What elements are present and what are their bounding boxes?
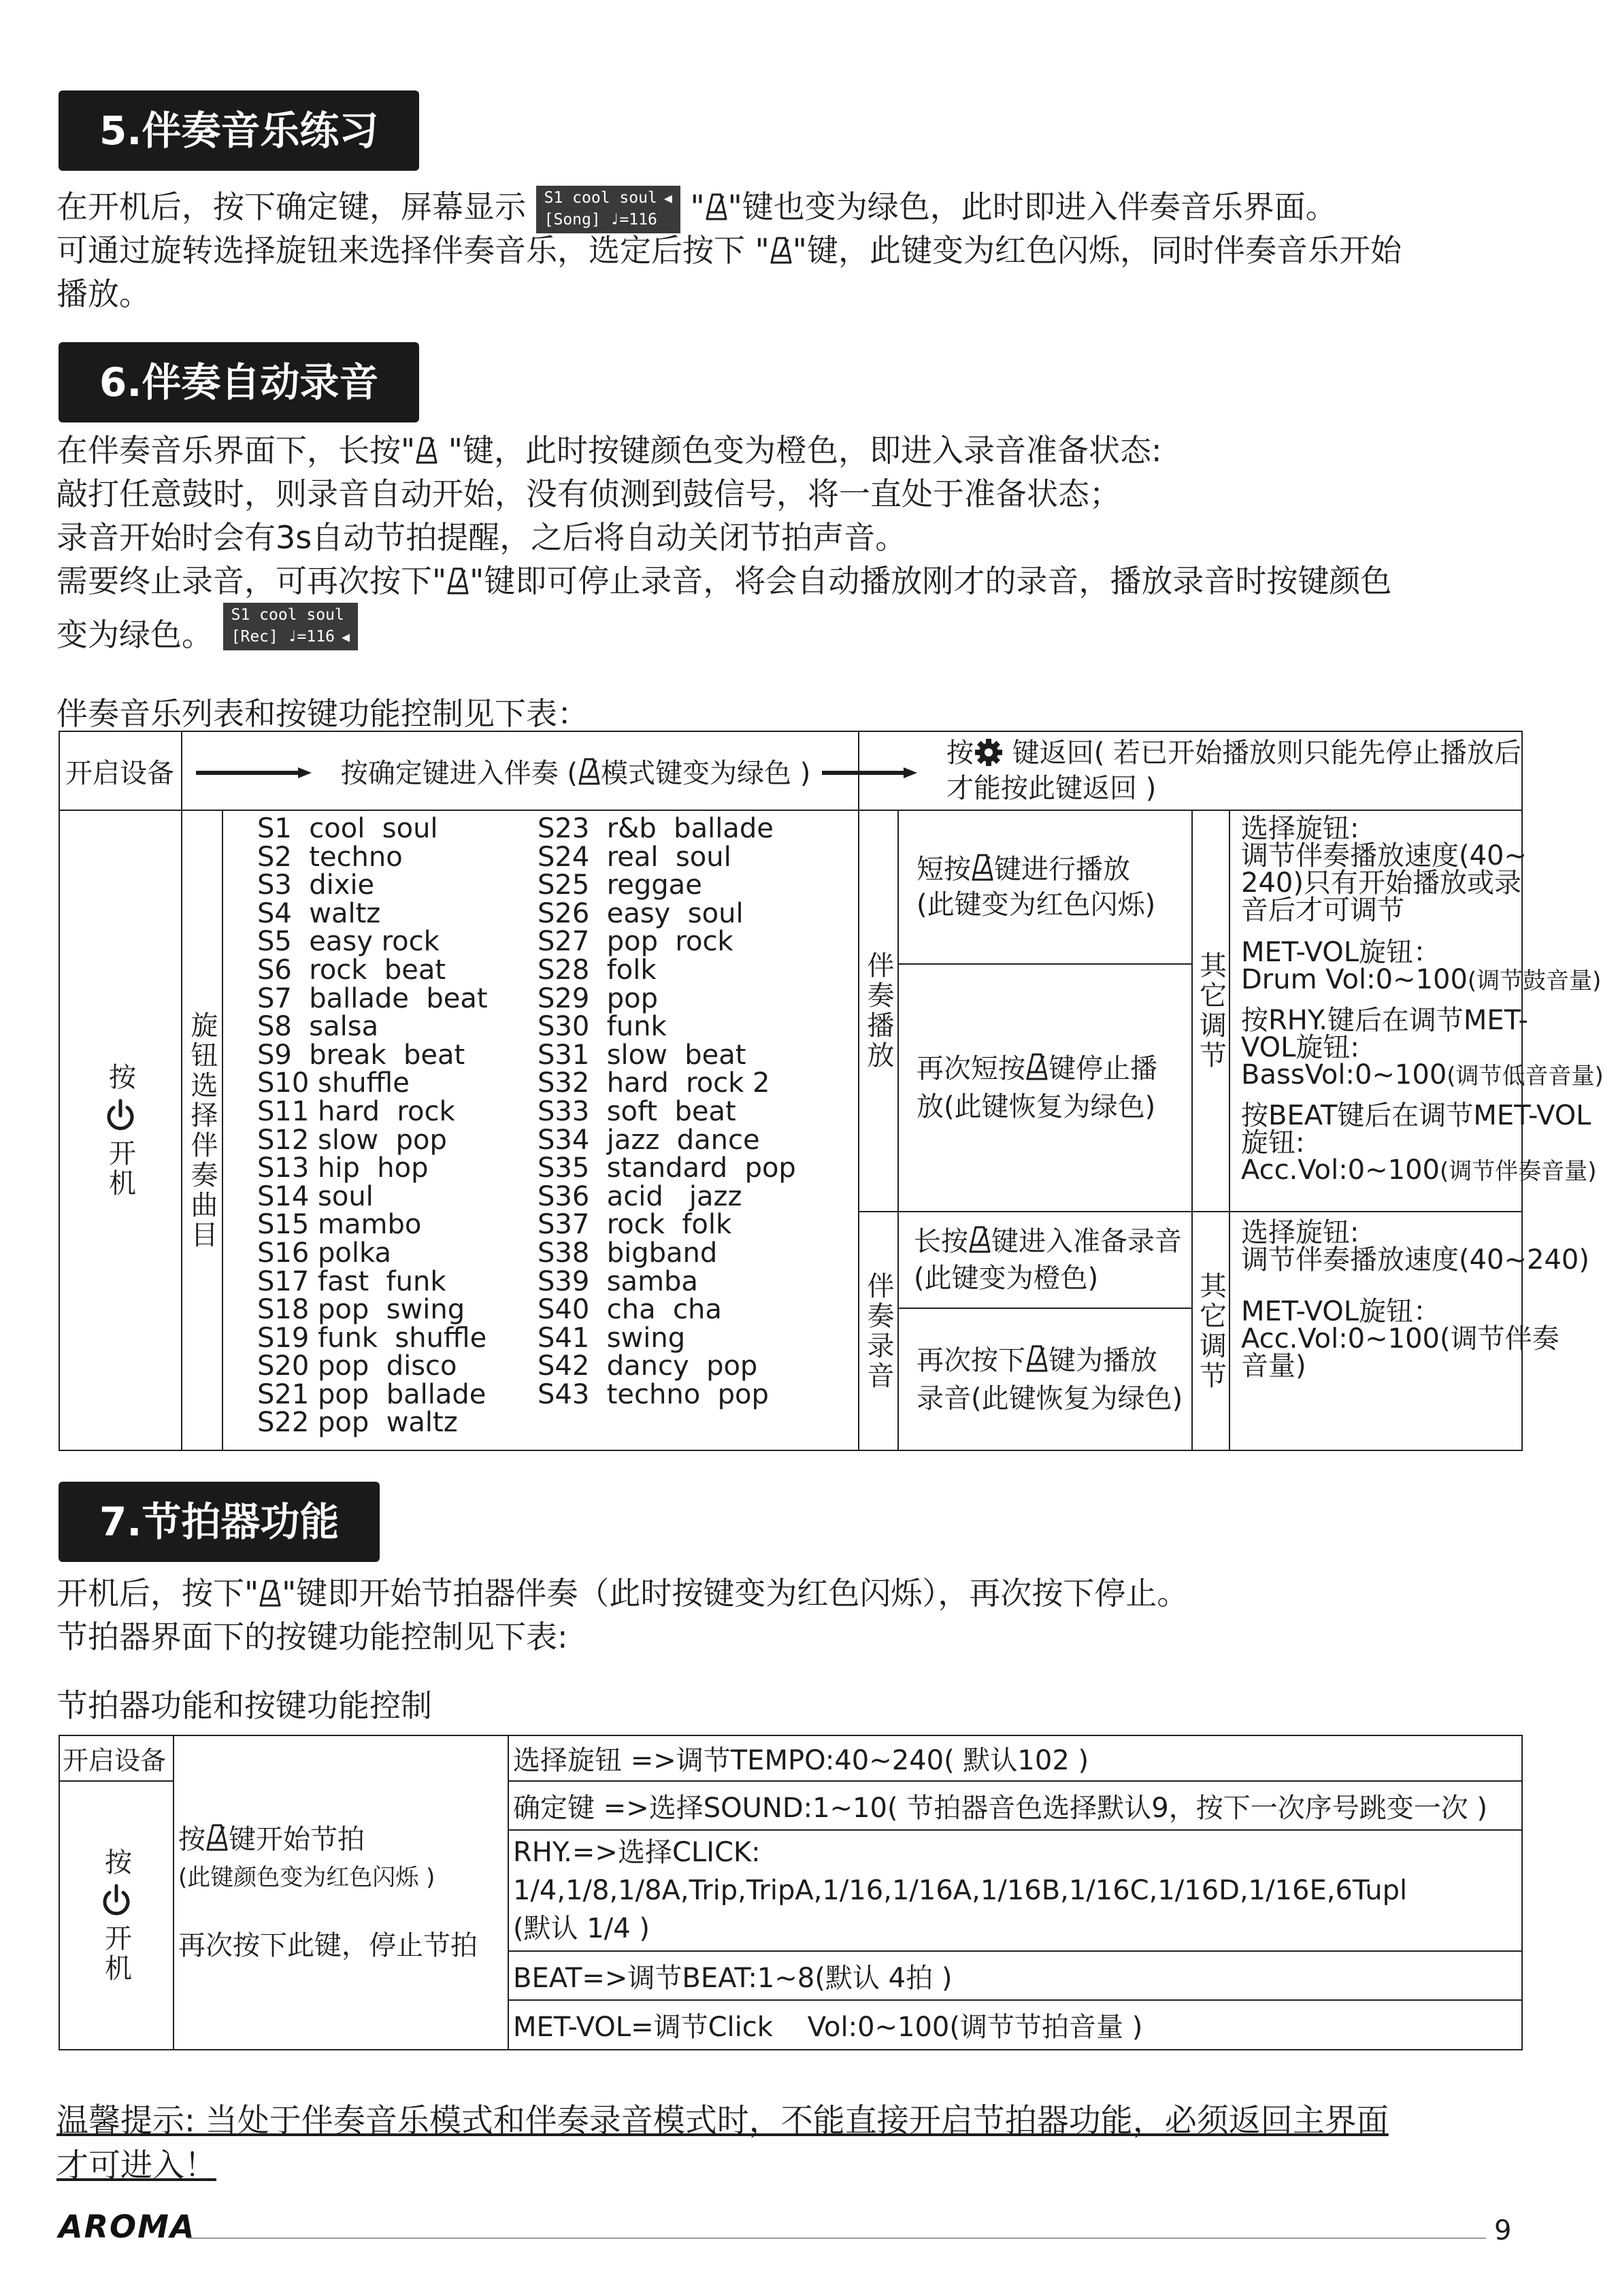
text: (此键变为橙色) bbox=[914, 1263, 1099, 1294]
song-item: S35 standard pop bbox=[538, 1152, 796, 1184]
metronome-icon bbox=[705, 189, 728, 219]
song-item: S36 acid jazz bbox=[538, 1180, 742, 1212]
text: 键进入准备录音 bbox=[991, 1226, 1182, 1257]
text: 其它调节 bbox=[1195, 951, 1227, 1071]
text: "键即可停止录音，将会自动播放刚才的录音，播放录音时按键颜色 bbox=[469, 563, 1392, 599]
song-item: S22 pop waltz bbox=[257, 1407, 458, 1439]
song-item: S30 funk bbox=[538, 1011, 667, 1043]
warm-tip bbox=[56, 2099, 1389, 2189]
text: 按确定键进入伴奏 ( bbox=[340, 757, 578, 789]
section-7-line2: 节拍器界面下的按键功能控制见下表: bbox=[56, 1618, 568, 1655]
song-item: S31 slow beat bbox=[538, 1039, 746, 1071]
page-number: 9 bbox=[1494, 2215, 1512, 2246]
play-again-block bbox=[899, 965, 1191, 1211]
other1-cell bbox=[1229, 810, 1604, 1212]
song-item: S40 cha cha bbox=[538, 1294, 722, 1326]
row-metvol bbox=[508, 2000, 1522, 2050]
text: (调节低音音量) bbox=[1447, 1063, 1604, 1090]
header-right bbox=[859, 731, 1522, 810]
section-6-line1 bbox=[56, 429, 1161, 472]
text: 按RHY.键后在调节MET- bbox=[1241, 1005, 1528, 1036]
text: (调节伴奏音量) bbox=[1440, 1158, 1597, 1185]
text: 其它调节 bbox=[1195, 1271, 1227, 1391]
text: 选择旋钮: bbox=[1241, 1217, 1359, 1248]
text: 键进行播放 bbox=[994, 854, 1130, 885]
song-item: S33 soft beat bbox=[538, 1095, 736, 1127]
section-7-title: 7.节拍器功能 bbox=[59, 1482, 380, 1562]
song-key-table bbox=[59, 731, 1604, 1448]
text: 音后才可调节 bbox=[1241, 895, 1404, 926]
metronome-icon bbox=[415, 433, 438, 463]
text: MET-VOL=调节Click Vol:0~100(调节节拍音量 ) bbox=[513, 2012, 1143, 2043]
section-5-line3: 播放。 bbox=[56, 276, 150, 312]
metronome-icon bbox=[770, 233, 793, 263]
other2-cell bbox=[1229, 1212, 1589, 1450]
text: 键返回( 若已开始播放则只能先停止播放后 bbox=[1004, 737, 1522, 769]
song-item: S11 hard rock bbox=[257, 1095, 455, 1127]
power-on-cell bbox=[59, 1781, 174, 2050]
metronome-icon bbox=[205, 1823, 229, 1852]
header-start bbox=[59, 731, 182, 810]
song-item: S39 samba bbox=[538, 1265, 698, 1297]
brand-logo: AROMA bbox=[59, 2208, 196, 2245]
text: 1/4,1/8,1/8A,Trip,TripA,1/16,1/16A,1/16B,1/16C,1/16D,1/16E,6Tupl bbox=[513, 1875, 1408, 1906]
section-6-line3: 录音开始时会有3s自动节拍提醒，之后将自动关闭节拍声音。 bbox=[56, 519, 907, 556]
text: "键，此键变为红色闪烁，同时伴奏音乐开始 bbox=[792, 232, 1402, 269]
song-item: S16 polka bbox=[257, 1237, 391, 1269]
play-short-block bbox=[899, 811, 1191, 965]
text: 再次按下此键，停止节拍 bbox=[178, 1930, 478, 1961]
row-tempo bbox=[508, 1735, 1522, 1781]
other1-label-cell bbox=[1192, 810, 1229, 1212]
text: 240)只有开始播放或录 bbox=[1241, 867, 1521, 899]
text: 按 bbox=[104, 1062, 136, 1093]
song-item: S23 r&b ballade bbox=[538, 813, 774, 844]
text: 需要终止录音，可再次按下" bbox=[56, 563, 447, 599]
text: 才可进入！ bbox=[56, 2147, 216, 2184]
section-6-title: 6.伴奏自动录音 bbox=[59, 342, 419, 422]
text: 开启设备 bbox=[63, 1746, 167, 1776]
power-icon bbox=[104, 1098, 137, 1133]
text: 旋钮选择伴奏曲目 bbox=[186, 1010, 218, 1250]
song-item: S17 fast funk bbox=[257, 1265, 446, 1297]
arrow-right-icon bbox=[196, 766, 312, 780]
text: "键也变为绿色，此时即进入伴奏音乐界面。 bbox=[727, 188, 1337, 225]
lcd-screen-song bbox=[536, 186, 680, 233]
song-item: S5 easy rock bbox=[257, 926, 440, 958]
text: 调节伴奏播放速度(40~ bbox=[1241, 840, 1528, 871]
metronome-icon bbox=[259, 1576, 282, 1605]
song-item: S18 pop swing bbox=[257, 1294, 465, 1326]
text: Acc.Vol:0~100 bbox=[1241, 1154, 1440, 1186]
arrow-right-icon bbox=[822, 766, 917, 780]
text: 按BEAT键后在调节MET-VOL bbox=[1241, 1100, 1591, 1131]
metronome-icon bbox=[446, 563, 469, 593]
text: 旋钮: bbox=[1241, 1127, 1305, 1159]
song-item: S8 salsa bbox=[257, 1011, 379, 1043]
song-item: S29 pop bbox=[538, 982, 658, 1014]
section-5-title: 5.伴奏音乐练习 bbox=[59, 90, 419, 171]
footer-divider bbox=[188, 2237, 1486, 2239]
song-item: S14 soul bbox=[257, 1180, 374, 1212]
song-item: S41 swing bbox=[538, 1322, 686, 1354]
song-item: S9 break beat bbox=[257, 1039, 465, 1071]
metronome-icon bbox=[1025, 1344, 1049, 1374]
row-beat bbox=[508, 1951, 1522, 2000]
text: 再次按下 bbox=[917, 1344, 1025, 1376]
text: (此键颜色变为红色闪烁 ) bbox=[178, 1864, 435, 1891]
text: "键，此时按键颜色变为橙色，即进入录音准备状态: bbox=[438, 432, 1162, 469]
lcd-screen-rec bbox=[223, 603, 358, 650]
row-click bbox=[508, 1830, 1522, 1951]
text: 选择旋钮 =>调节TEMPO:40~240( 默认102 ) bbox=[513, 1745, 1089, 1776]
header-start bbox=[59, 1735, 174, 1781]
text: MET-VOL旋钮： bbox=[1241, 937, 1441, 968]
song-list-col1 bbox=[257, 815, 488, 1437]
song-item: S38 bigband bbox=[538, 1237, 718, 1269]
section-5-line2 bbox=[56, 229, 1402, 272]
song-item: S21 pop ballade bbox=[257, 1378, 486, 1410]
text: 开机后，按下" bbox=[56, 1575, 259, 1612]
song-item: S27 pop rock bbox=[538, 926, 733, 958]
table2-caption: 节拍器功能和按键功能控制 bbox=[56, 1687, 432, 1724]
text: (默认 1/4 ) bbox=[513, 1913, 650, 1944]
table1-caption: 伴奏音乐列表和按键功能控制见下表： bbox=[56, 695, 589, 732]
song-list-cell bbox=[222, 810, 859, 1450]
section-6-line4 bbox=[56, 559, 1391, 603]
song-item: S25 reggae bbox=[538, 869, 702, 901]
song-item: S2 techno bbox=[257, 841, 403, 873]
text: 音量) bbox=[1241, 1350, 1306, 1382]
metronome-key-table bbox=[59, 1735, 1521, 2049]
power-icon bbox=[100, 1883, 133, 1918]
text: 录音(此键恢复为绿色) bbox=[917, 1382, 1183, 1414]
knob-select-cell bbox=[182, 810, 222, 1450]
lcd-line1: S1 cool soul bbox=[231, 606, 344, 624]
arrow-left-icon: ◀ bbox=[341, 629, 350, 645]
song-item: S3 dixie bbox=[257, 869, 375, 901]
text: 在伴奏音乐界面下，长按" bbox=[56, 432, 416, 469]
song-item: S1 cool soul bbox=[257, 813, 438, 844]
header-mid bbox=[182, 731, 859, 810]
text: 可通过旋转选择旋钮来选择伴奏音乐，选定后按下 " bbox=[56, 232, 770, 269]
text: (调节鼓音量) bbox=[1467, 967, 1602, 995]
text: 伴奏播放 bbox=[863, 951, 894, 1071]
metronome-icon bbox=[971, 852, 994, 882]
song-item: S34 jazz dance bbox=[538, 1124, 760, 1156]
text: 开机 bbox=[104, 1138, 136, 1199]
text: " bbox=[690, 188, 705, 225]
song-item: S6 rock beat bbox=[257, 954, 446, 986]
section-6-line5 bbox=[56, 603, 358, 656]
play-cell bbox=[898, 810, 1192, 1212]
metronome-icon bbox=[1025, 1052, 1049, 1082]
text: 伴奏录音 bbox=[863, 1271, 894, 1391]
text: "键即开始节拍器伴奏（此时按键变为红色闪烁），再次按下停止。 bbox=[282, 1575, 1189, 1612]
text: 温馨提示: 当处于伴奏音乐模式和伴奏录音模式时，不能直接开启节拍器功能，必须返回主界面 bbox=[56, 2102, 1389, 2140]
text: 按 bbox=[100, 1847, 132, 1878]
song-item: S19 funk shuffle bbox=[257, 1322, 487, 1354]
rec-long-block bbox=[899, 1212, 1191, 1309]
text: 放(此键恢复为绿色) bbox=[917, 1091, 1156, 1122]
lcd-line2: [Song] ♩=116 bbox=[544, 210, 657, 229]
song-item: S43 techno pop bbox=[538, 1378, 769, 1410]
text: 长按 bbox=[914, 1226, 968, 1257]
row-sound bbox=[508, 1781, 1522, 1830]
text: 确定键 =>选择SOUND:1~10( 节拍器音色选择默认9，按下一次序号跳变一次 ) bbox=[513, 1792, 1488, 1824]
play-label-cell bbox=[859, 810, 898, 1212]
song-item: S37 rock folk bbox=[538, 1209, 732, 1241]
section-5-line1 bbox=[56, 185, 1337, 233]
text: MET-VOL旋钮： bbox=[1241, 1296, 1441, 1327]
text: Drum Vol:0~100 bbox=[1241, 964, 1468, 995]
rec-again-block bbox=[899, 1309, 1191, 1450]
song-item: S15 mambo bbox=[257, 1209, 422, 1241]
text: Acc.Vol:0~100(调节伴奏 bbox=[1241, 1323, 1559, 1354]
text: 短按 bbox=[917, 854, 971, 885]
settings-gear-icon bbox=[974, 737, 1004, 767]
section-6-line2: 敲打任意鼓时，则录音自动开始，没有侦测到鼓信号，将一直处于准备状态； bbox=[56, 476, 1121, 512]
text: 按 bbox=[178, 1824, 205, 1855]
song-item: S28 folk bbox=[538, 954, 657, 986]
text: 开启设备 bbox=[65, 757, 174, 789]
text: 按 bbox=[946, 737, 974, 769]
text: 调节伴奏播放速度(40~240) bbox=[1241, 1244, 1589, 1276]
song-list-col2 bbox=[538, 815, 796, 1409]
other2-label-cell bbox=[1192, 1212, 1229, 1450]
power-on-cell bbox=[59, 810, 182, 1450]
text: 变为绿色。 bbox=[56, 616, 213, 653]
metronome-icon bbox=[578, 756, 601, 786]
metronome-key-cell bbox=[174, 1735, 508, 2050]
text: 键停止播 bbox=[1049, 1053, 1157, 1084]
lcd-line2: [Rec] ♩=116 bbox=[231, 628, 335, 646]
text: RHY.=>选择CLICK: bbox=[513, 1837, 761, 1868]
rec-label-cell bbox=[859, 1212, 898, 1450]
lcd-line1: S1 cool soul bbox=[544, 188, 657, 207]
song-item: S24 real soul bbox=[538, 841, 731, 873]
arrow-left-icon: ◀ bbox=[663, 189, 672, 206]
song-item: S42 dancy pop bbox=[538, 1350, 758, 1382]
text: 才能按此键返回 ) bbox=[946, 773, 1157, 804]
text: 选择旋钮: bbox=[1241, 813, 1359, 844]
song-item: S26 easy soul bbox=[538, 897, 744, 929]
text: 键为播放 bbox=[1049, 1344, 1157, 1376]
song-item: S12 slow pop bbox=[257, 1124, 447, 1156]
rec-cell bbox=[898, 1212, 1192, 1450]
song-item: S13 hip hop bbox=[257, 1152, 429, 1184]
text: 在开机后，按下确定键，屏幕显示 bbox=[56, 188, 526, 225]
text: 键开始节拍 bbox=[229, 1824, 365, 1855]
section-7-line1 bbox=[56, 1571, 1188, 1615]
text: 开机 bbox=[100, 1923, 132, 1984]
song-item: S20 pop disco bbox=[257, 1350, 457, 1382]
song-item: S10 shuffle bbox=[257, 1067, 410, 1099]
text: BassVol:0~100 bbox=[1241, 1059, 1447, 1091]
text: (此键变为红色闪烁) bbox=[917, 889, 1156, 920]
song-item: S32 hard rock 2 bbox=[538, 1067, 770, 1099]
metronome-icon bbox=[968, 1225, 991, 1254]
text: BEAT=>调节BEAT:1~8(默认 4拍 ) bbox=[513, 1962, 953, 1994]
song-item: S7 ballade beat bbox=[257, 982, 488, 1014]
song-item: S4 waltz bbox=[257, 897, 381, 929]
text: 模式键变为绿色 ) bbox=[601, 757, 811, 789]
text: 再次短按 bbox=[917, 1053, 1025, 1084]
text: VOL旋钮: bbox=[1241, 1032, 1359, 1063]
